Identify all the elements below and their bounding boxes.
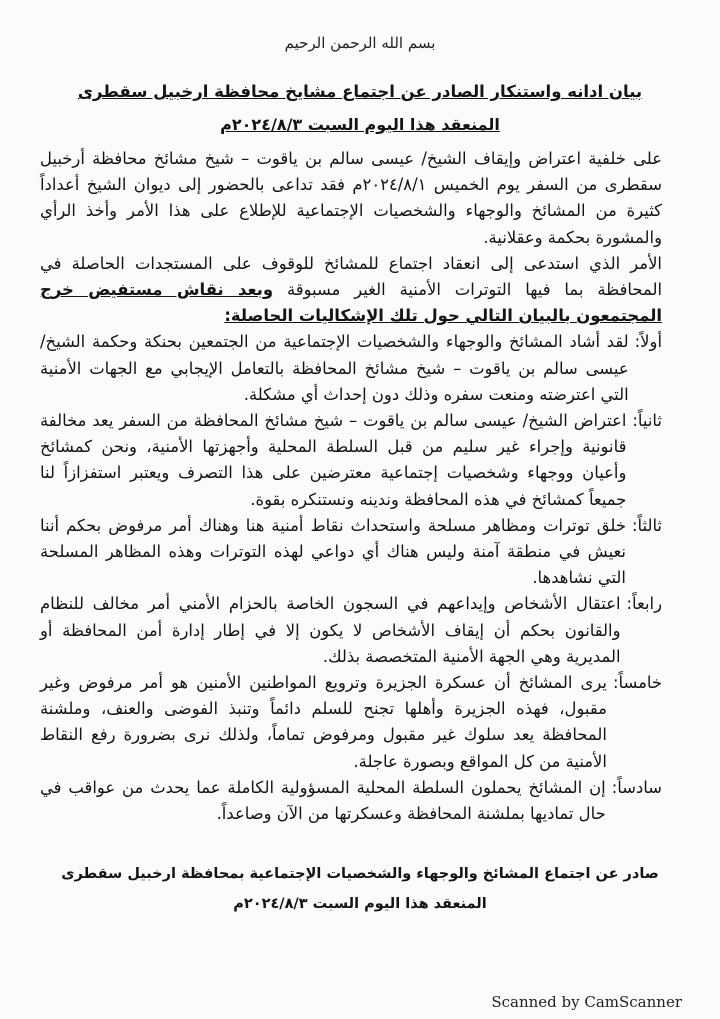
statement-item-6 <box>40 775 662 827</box>
second-paragraph <box>40 251 662 330</box>
document-date-line: المنعقد هذا اليوم السبت ٢٠٢٤/٨/٣م <box>220 115 500 134</box>
item-label: ثانياً: <box>632 411 662 431</box>
issuer-line: صادر عن اجتماع المشائخ والوجهاء والشخصيات الإجتماعية بمحافظة ارخبيل سقطرى <box>61 866 659 882</box>
item-label: ثالثاً: <box>631 515 662 535</box>
item-text: إن المشائخ يحملون السلطة المحلية المسؤولية الكاملة عما يحدث من عواقب في حال تماديها بملشنة المحافظة وعسكرتها من الآن وصاعداً. <box>40 777 606 824</box>
basmala-heading: بسم الله الرحمن الرحيم <box>284 34 436 52</box>
statement-item-1 <box>40 329 662 408</box>
item-label: خامساً: <box>612 673 662 693</box>
second-paragraph-conclusion: وبعد نقاش مستفيض خرج المجتمعون بالبيان التالي حول تلك الإشكاليات الحاصلة: <box>40 280 662 326</box>
intro-paragraph: على خلفية اعتراض وإيقاف الشيخ/ عيسى سالم بن ياقوت – شيخ مشائخ محافظة أرخبيل سقطرى من السفر يوم الخميس ٢٠٢٤/٨/١م فقد تداعى بالحضور إلى ديوان الشيخ أعداداً كثيرة من المشائخ والوجهاء والشخصيات الإجتماعية للإطلاع على هذا الأمر وأخذ الرأي والمشورة بحكمة وعقلانية. <box>40 149 663 247</box>
issuer-date-line: المنعقد هذا اليوم السبت ٢٠٢٤/٨/٣م <box>233 896 487 912</box>
item-text: خلق توترات ومظاهر مسلحة واستحداث نقاط أمنية هنا وهناك أمر مرفوض بحكم أننا نعيش في منطقة آمنة وليس هناك أي دواعي لهذه التوترات وهذه المظاهر المسلحة التي نشاهدها. <box>40 515 626 588</box>
statement-item-2 <box>40 408 662 513</box>
item-label: رابعاً: <box>626 594 662 614</box>
item-text: اعتقال الأشخاص وإيداعهم في السجون الخاصة بالحزام الأمني أمر مخالف للنظام والقانون بحكم أن إيقاف الأشخاص لا يكون إلا في إطار إدارة أمن المحافظة أو المديرية وهي الجهة الأمنية المتخصصة بذلك. <box>40 594 621 666</box>
item-label: سادساً: <box>611 777 662 797</box>
item-label: أولاً: <box>634 332 662 352</box>
item-text: لقد أشاد المشائخ والوجهاء والشخصيات الإجتماعية من الجتمعين بحنكة وحكمة الشيخ/ عيسى سالم بن ياقوت – شيخ مشائخ المحافظة بالتعامل الإيجابي مع الجهات الأمنية التي اعترضته ومنعت سفره وذلك دون إحداث أي مشكلة. <box>40 332 629 404</box>
second-paragraph-text: الأمر الذي استدعى إلى انعقاد اجتماع للمشائخ للوقوف على المستجدات الحاصلة في المحافظة بما فيها التوترات الأمنية الغير مسبوقة <box>40 253 662 300</box>
camscanner-watermark: Scanned by CamScanner <box>491 993 682 1011</box>
statement-item-5 <box>40 670 662 775</box>
statement-item-3 <box>40 513 662 592</box>
item-text: اعتراض الشيخ/ عيسى سالم بن ياقوت – شيخ مشائخ المحافظة من السفر يعد مخالفة قانونية وإجراء غير سليم من قبل السلطة المحلية وأجهزتها الأمنية، ونحن كمشائخ وأعيان ووجهاء وشخصيات إجتماعية معترضين على هذا التصرف ويعتبر استفزازاً لنا جميعاً كمشائخ في هذه المحافظة وندينه ونستنكره بقوة. <box>40 411 627 509</box>
item-text: يرى المشائخ أن عسكرة الجزيرة وترويع المواطنين الأمنين هو أمر مرفوض وغير مقبول، فهذه الجزيرة وأهلها تجنح للسلم دائماً وتنبذ الفوضى والعنف، وملشنة المحافظة يعد سلوك غير مقبول ومرفوض تماماً، ولذلك نرى بضرورة رفع النقاط الأمنية من كل المواقع وبصورة عاجلة. <box>40 673 607 771</box>
document-title: بيان ادانه واستنكار الصادر عن اجتماع مشايخ محافظة ارخبيل سقطرى <box>77 82 643 101</box>
statement-item-4 <box>40 591 662 670</box>
statement-body <box>40 146 662 827</box>
